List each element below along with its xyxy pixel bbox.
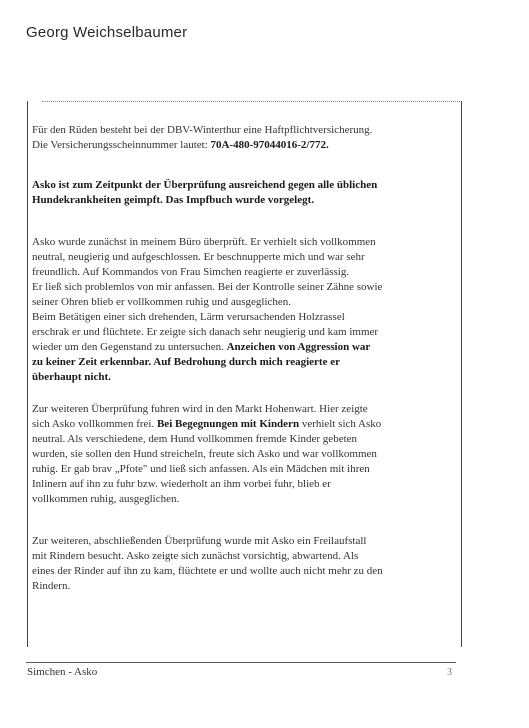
text-line: Rindern. [32, 580, 71, 592]
text-line [32, 138, 457, 153]
text-line: ruhig. Er gab brav „Pfote" und ließ sich anfassen. Als ein Mädchen mit ihren [32, 463, 370, 475]
text-segment: wieder um den Gegenstand zu untersuchen. [32, 341, 227, 353]
page-number: 3 [447, 667, 452, 678]
text-line: vollkommen ruhig, ausgeglichen. [32, 493, 180, 505]
author-header: Georg Weichselbaumer [26, 24, 188, 41]
text-line: freundlich. Auf Kommandos von Frau Simchen reagierte er zuverlässig. [32, 266, 350, 278]
paragraph-insurance [32, 123, 457, 153]
text-line [32, 340, 457, 355]
text-line-bold: Hundekrankheiten geimpft. Das Impfbuch wurde vorgelegt. [32, 194, 315, 206]
text-line-bold: Asko ist zum Zeitpunkt der Überprüfung ausreichend gegen alle üblichen [32, 179, 378, 191]
text-line: Asko wurde zunächst in meinem Büro überprüft. Er verhielt sich vollkommen [32, 236, 376, 248]
text-line [32, 417, 457, 432]
text-line: wurden, sie sollen den Hund streicheln, freute sich Asko und war vollkommen [32, 448, 377, 460]
text-line: seiner Ohren blieb er vollkommen ruhig und ausgeglichen. [32, 296, 292, 308]
text-line: Zur weiteren, abschließenden Überprüfung wurde mit Asko ein Freilaufstall [32, 535, 367, 547]
text-segment: verhielt sich Asko [299, 418, 382, 430]
left-border-line [27, 101, 28, 647]
right-border-line [461, 101, 462, 647]
text-line: Beim Betätigen einer sich drehenden, Lärm verursachenden Holzrassel [32, 311, 345, 323]
paragraph-market-test [32, 402, 457, 507]
text-line-bold: zu keiner Zeit erkennbar. Auf Bedrohung durch mich reagierte er [32, 356, 340, 368]
paragraph-vaccination [32, 178, 457, 208]
text-line: Inlinern auf ihn zu fuhr bzw. wiederholt an ihm vorbei fuhr, blieb er [32, 478, 331, 490]
policy-number: 70A-480-97044016-2/772. [210, 139, 329, 151]
text-line: neutral. Als verschiedene, dem Hund vollkommen fremde Kinder gebeten [32, 433, 358, 445]
text-line-bold: überhaupt nicht. [32, 371, 111, 383]
top-dotted-rule [42, 101, 460, 102]
text-segment: Die Versicherungsscheinnummer lautet: [32, 139, 211, 151]
text-line: erschrak er und flüchtete. Er zeigte sich danach sehr neugierig und kam immer [32, 326, 379, 338]
text-segment-bold: Bei Begegnungen mit Kindern [156, 418, 300, 430]
text-line: neutral, neugierig und aufgeschlossen. Er beschnupperte mich und war sehr [32, 251, 365, 263]
text-line: eines der Rinder auf ihn zu kam, flüchtete er und wollte auch nicht mehr zu den [32, 565, 383, 577]
text-line: Für den Rüden besteht bei der DBV-Winterthur eine Haftpflichtversicherung. [32, 124, 373, 136]
paragraph-cattle-test [32, 534, 457, 594]
text-line: Zur weiteren Überprüfung fuhren wird in den Markt Hohenwart. Hier zeigte [32, 403, 368, 415]
text-line: mit Rindern besucht. Asko zeigte sich zunächst vorsichtig, abwartend. Als [32, 550, 359, 562]
text-segment-bold: Anzeichen von Aggression war [226, 341, 371, 353]
text-segment: sich Asko vollkommen frei. [32, 418, 157, 430]
paragraph-office-test [32, 235, 457, 385]
text-line: Er ließ sich problemlos von mir anfassen. Bei der Kontrolle seiner Zähne sowie [32, 281, 383, 293]
footer-rule [26, 662, 456, 663]
footer-label: Simchen - Asko [27, 666, 98, 678]
